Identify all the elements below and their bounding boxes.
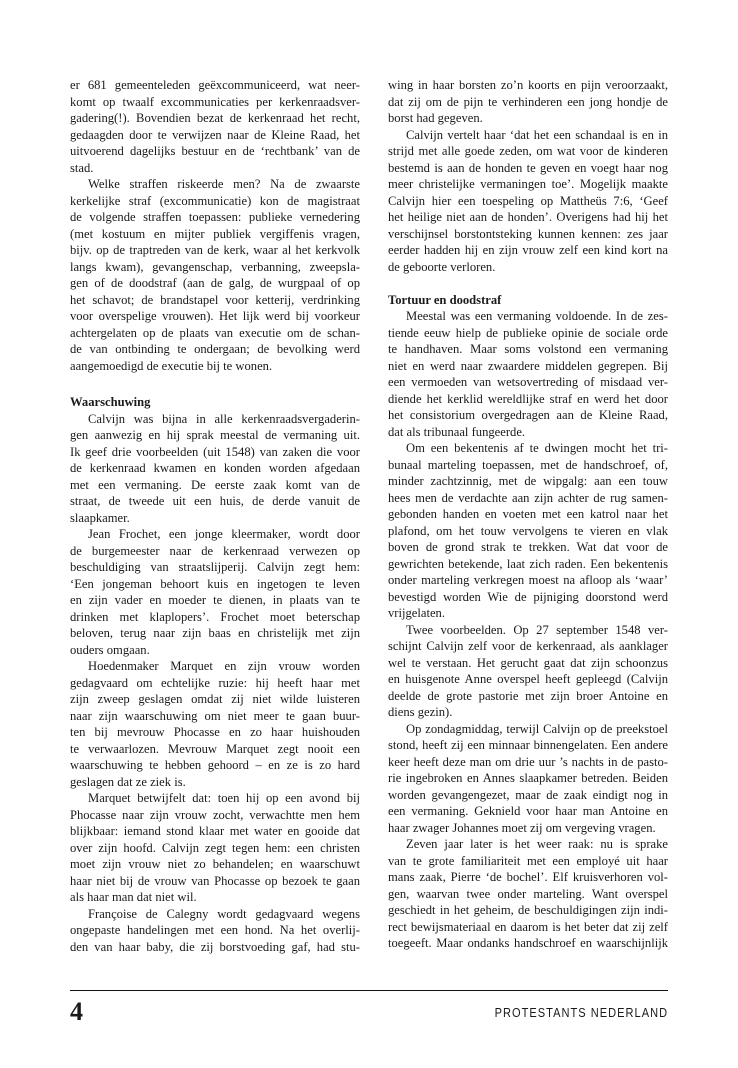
text-line: Twee voorbeelden. Op 27 september 1548 ver- bbox=[406, 622, 668, 637]
text-line: aangemoedigd de executie bij te wonen. bbox=[70, 358, 273, 373]
text-line: wing in haar borsten zo’n koorts en pijn veroorzaakt, bbox=[388, 78, 668, 92]
text-line: voor overspelige vrouwen). Het lijk werd bij voorkeur bbox=[70, 309, 360, 323]
paragraph bbox=[70, 790, 360, 906]
text-line: gedaagden door te verwijzen naar de Kleine Raad, het bbox=[70, 127, 360, 142]
text-line: Om een bekentenis af te dwingen mocht het tri- bbox=[406, 441, 668, 455]
text-line: de geboorte verloren. bbox=[388, 259, 496, 274]
text-line: en huisgenote Anne overspel heeft gepleegd (Calvijn bbox=[388, 672, 668, 686]
text-line: over zijn hoofd. Calvijn zegt tegen hem: een christen bbox=[70, 840, 360, 855]
text-line: Meestal was een vermaning voldoende. In de zes- bbox=[406, 309, 668, 323]
text-line: bijv. op de traptreden van de kerk, waar al het kerkvolk bbox=[70, 243, 360, 257]
paragraph bbox=[388, 308, 668, 440]
text-line: als haar man dat niet wil. bbox=[70, 890, 197, 904]
paragraph bbox=[388, 622, 668, 721]
text-line: uitvoerend dagelijks bestuur en de ‘rechtbank’ van de bbox=[70, 144, 360, 158]
text-line: er 681 gemeenteleden geëxcommuniceerd, wat neer- bbox=[70, 78, 360, 92]
paragraph-gap bbox=[70, 374, 360, 394]
text-line: mans zaak, Pierre ‘de bochel’. Elf kruisverhoren vol- bbox=[388, 870, 668, 884]
text-line: geschiedt in het geheim, de beschuldigingen zijn indi- bbox=[388, 903, 668, 917]
paragraph bbox=[70, 176, 360, 374]
text-line: de kerkenraad kwamen en konden worden afgedaan bbox=[70, 461, 360, 475]
text-line: rie ingebroken en Annes slaapkamer betreden. Beiden bbox=[388, 771, 668, 785]
text-line: Marquet betwijfelt dat: toen hij op een avond bij bbox=[88, 791, 360, 805]
text-line: stad. bbox=[70, 160, 94, 175]
text-line: Françoise de Calegny wordt gedagvaard wegens bbox=[88, 906, 360, 921]
text-line: de burgemeester naar de kerkenraad verwezen op bbox=[70, 543, 360, 558]
text-line: wel te verstaan. Het gerucht gaat dat zijn schoonzus bbox=[388, 655, 668, 670]
text-line: (met kostuum en mijter publiek vergiffenis vragen, bbox=[70, 226, 360, 241]
text-line: gedagvaard om echtelijke ruzie: hij heeft haar met bbox=[70, 675, 360, 690]
text-line: minder zachtzinnig, met de wipgalg: aan een touw bbox=[388, 474, 668, 488]
text-line: Phocasse naar zijn vrouw zocht, verwachtte men hem bbox=[70, 807, 360, 822]
text-line: kerkelijke straf (excommunicatie) kon de magistraat bbox=[70, 193, 360, 208]
text-line: naar zijn waarschuwing om niet meer te gaan buur- bbox=[70, 708, 360, 723]
text-line: Zeven jaar later is het weer raak: nu is sprake bbox=[406, 837, 668, 851]
text-line: gadering(!). Bovendien bezat de kerkenraad het recht, bbox=[70, 111, 360, 125]
text-line: een vermoeden van wetsovertreding of misdaad ver- bbox=[388, 375, 668, 389]
paragraph bbox=[70, 658, 360, 790]
text-line: Welke straffen riskeerde men? Na de zwaarste bbox=[88, 177, 360, 191]
text-line: gewrichten betekende, laat zich raden. Een bekentenis bbox=[388, 556, 668, 571]
text-line: bestemd is aan de honden te geven en voegt haar nog bbox=[388, 160, 668, 175]
text-line: langs kwam), gevangenschap, verbanning, zweepsla- bbox=[70, 259, 360, 274]
text-line: strijd met alle goede zeden, om wat voor de kinderen bbox=[388, 144, 668, 158]
text-line: te verwaarlozen. Mevrouw Marquet zegt nooit een bbox=[70, 741, 360, 756]
text-line: moet zijn vrouw niet zo behandelen; en waarschuwt bbox=[70, 857, 360, 871]
text-line: gen, waarvan twee onder marteling. Want overspel bbox=[388, 886, 668, 901]
text-line: bunaal marteling toepassen, met de handschroef, of, bbox=[388, 457, 668, 472]
footer-rule bbox=[70, 990, 668, 991]
text-line: hees men de verdachte aan zijn achter de rug samen- bbox=[388, 490, 668, 505]
text-line: met een vermaning. De eerste zaak komt van de bbox=[70, 477, 360, 492]
text-line: haar niet bij de vrouw van Phocasse op bezoek te gaan bbox=[70, 873, 360, 888]
text-line: Hoedenmaker Marquet en zijn vrouw worden bbox=[88, 659, 360, 673]
text-line: stond, heeft zij een minnaar binnengelaten. Een andere bbox=[388, 738, 668, 752]
text-line: deelde de grote pastorie met zijn broer Antoine en bbox=[388, 688, 668, 703]
text-line: Calvijn vertelt haar ‘dat het een schandaal is en in bbox=[406, 127, 668, 142]
text-line: rect bewijsmateriaal en daarom is het beter dat zij zelf bbox=[388, 919, 668, 934]
paragraph bbox=[388, 721, 668, 837]
section-heading: Tortuur en doodstraf bbox=[388, 292, 502, 307]
text-line: Calvijn was bijna in alle kerkenraadsvergaderin- bbox=[88, 411, 360, 426]
text-line: dat als tribunaal fungeerde. bbox=[388, 424, 526, 439]
text-line: Op zondagmiddag, terwijl Calvijn op de preekstoel bbox=[406, 721, 668, 736]
text-line: eerder hadden hij en zijn vrouw zelf een kind kort na bbox=[388, 243, 668, 257]
text-line: borst had gegeven. bbox=[388, 111, 483, 125]
paragraph bbox=[70, 906, 360, 956]
text-line: en zijn vader en moeder te dienen, in plaats van te bbox=[70, 593, 360, 607]
text-line: geslagen dat ze ziek is. bbox=[70, 774, 186, 789]
text-line: zijn zweep geslagen omdat zij niet wilde luisteren bbox=[70, 692, 360, 706]
text-line: boven de grond strak te trekken. Wat dat voor de bbox=[388, 540, 668, 554]
text-column-left bbox=[70, 77, 360, 955]
text-line: schijnt Calvijn zelf voor de kerkenraad, als aanklager bbox=[388, 639, 668, 653]
text-line: beschuldiging van straatslijperij. Calvijn zegt hem: bbox=[70, 560, 360, 574]
text-line: plafond, om het touw vervolgens te vieren en vlak bbox=[388, 523, 668, 538]
paragraph bbox=[388, 127, 668, 276]
text-line: Ik geef drie voorbeelden (uit 1548) van zaken die voor bbox=[70, 444, 360, 459]
page-number: 4 bbox=[70, 997, 83, 1026]
text-line: van te grote familiariteit met een employé uit haar bbox=[388, 853, 668, 868]
text-line: achtergelaten op de plaats van executie om de schan- bbox=[70, 325, 360, 340]
paragraph bbox=[70, 411, 360, 527]
paragraph bbox=[388, 836, 668, 952]
text-line: waarschuwing te hebben gehoord – en ze is zo hard bbox=[70, 758, 360, 772]
text-line: de van ontbinding te ondergaan; de bevolking werd bbox=[70, 342, 360, 356]
text-column-right bbox=[388, 77, 668, 952]
text-line: ten bij mevrouw Phocasse en zo haar huishouden bbox=[70, 725, 360, 739]
paragraph bbox=[388, 440, 668, 622]
text-line: gen of de doodstraf (aan de galg, de wurgpaal of op bbox=[70, 276, 360, 290]
text-line: Jean Frochet, een jonge kleermaker, wordt door bbox=[88, 527, 360, 541]
paragraph bbox=[388, 77, 668, 127]
text-line: dat zij om de pijn te verhinderen een jong hondje de bbox=[388, 94, 668, 109]
text-line: onder marteling verkregen moest na afloop als ‘waar’ bbox=[388, 573, 668, 587]
text-line: haar zwager Johannes moet zij om vergeving vragen. bbox=[388, 820, 656, 835]
text-line: Calvijn hier een toespeling op Mattheüs 7:6, ‘Geef bbox=[388, 193, 668, 208]
section-heading: Waarschuwing bbox=[70, 395, 151, 409]
text-line: niet en werd naar zwaardere middelen gegrepen. Bij bbox=[388, 358, 668, 373]
text-line: diende het kerklid wereldlijke straf en werd het door bbox=[388, 391, 668, 406]
paragraph-gap bbox=[388, 275, 668, 292]
text-line: de volgende straffen toepassen: publieke vernedering bbox=[70, 210, 360, 224]
text-line: beloven, terug naar zijn baas en christelijk met zijn bbox=[70, 626, 360, 640]
text-line: ouders omgaan. bbox=[70, 642, 150, 657]
journal-name: PROTESTANTS NEDERLAND bbox=[494, 1005, 668, 1020]
text-line: te handhaven. Maar soms volstond een vermaning bbox=[388, 342, 668, 356]
text-line: het consistorium overgedragen aan de Kleine Raad, bbox=[388, 408, 668, 422]
text-line: blijkbaar: iemand stond klaar met water en gooide dat bbox=[70, 824, 360, 838]
text-line: het heilige niet aan de honden’. Overigens had hij het bbox=[388, 210, 668, 224]
text-line: keer heeft deze man om drie uur ’s nachts in de pasto- bbox=[388, 754, 668, 769]
text-line: bevestigd worden Wie de pijniging doorstond werd bbox=[388, 589, 668, 604]
paragraph bbox=[70, 526, 360, 658]
text-line: tiende eeuw hielp de publieke opinie de sociale orde bbox=[388, 325, 668, 340]
text-line: gen aanwezig en hij sprak meestal de vermaning uit. bbox=[70, 428, 360, 442]
text-line: slaapkamer. bbox=[70, 510, 130, 525]
text-line: toegeeft. Maar ondanks handschroef en waarschijnlijk bbox=[388, 936, 668, 950]
text-line: gebonden handen en voeten met een katrol naar het bbox=[388, 507, 668, 521]
text-line: den van haar baby, die zij borstvoeding gaf, had stu- bbox=[70, 939, 360, 954]
text-line: ongepaste handelingen met een hond. Na het overlij- bbox=[70, 923, 360, 937]
text-line: worden gevangengezet, maar de zaak eindigt nog in bbox=[388, 787, 668, 802]
text-line: drinken met klaplopers’. Frochet moet beterschap bbox=[70, 609, 360, 624]
paragraph bbox=[70, 77, 360, 176]
text-line: diens gezin). bbox=[388, 705, 453, 719]
text-line: ‘Een jongeman behoort kuis en ingetogen te leven bbox=[70, 576, 360, 591]
text-line: meer christelijke vermaningen toe’. Mogelijk maakte bbox=[388, 177, 668, 191]
text-line: komt op twaalf excommunicaties per kerkenraadsver- bbox=[70, 94, 360, 109]
text-line: verschijnsel borstontsteking kunnen kennen: zes jaar bbox=[388, 226, 668, 241]
text-line: straat, de tweede uit een huis, de derde vanuit de bbox=[70, 494, 360, 508]
text-line: een vermaning. Geknield voor haar man Antoine en bbox=[388, 804, 668, 818]
text-line: het schavot; de brandstapel voor ketterij, verdrinking bbox=[70, 292, 360, 307]
text-line: vrijgelaten. bbox=[388, 606, 445, 620]
